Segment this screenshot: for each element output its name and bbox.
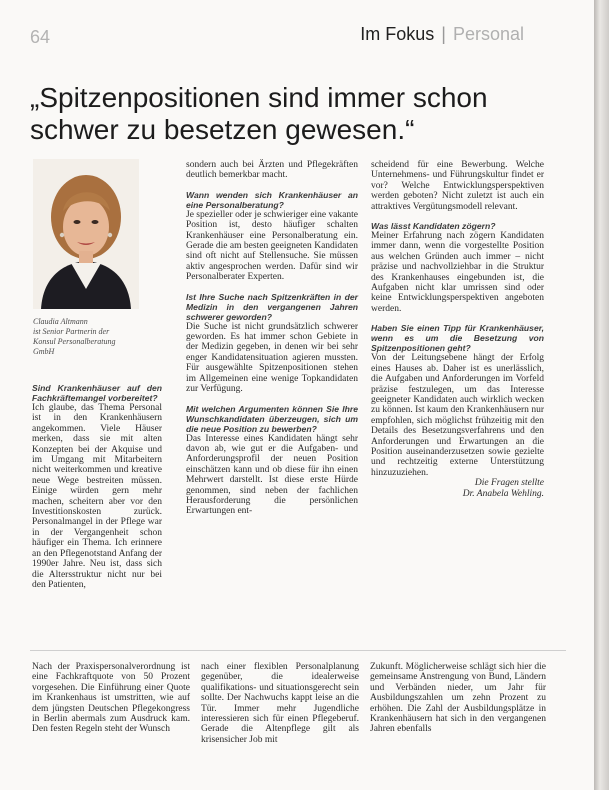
bottom-column-1 [32, 662, 190, 735]
credit-line-2: Dr. Anabela Wehling. [462, 488, 544, 499]
article-column-1 [32, 383, 162, 590]
interview-question: Sind Krankenhäuser auf den Fachkräftemangel vorbereitet? [32, 383, 162, 403]
caption-company: Konsul Personalberatung [33, 337, 116, 346]
interview-answer: sondern auch bei Ärzten und Pflegekräften deutlich bemerkbar macht. [186, 160, 358, 181]
bottom-paragraph-2: nach einer flexiblen Personalplanung gegenüber, die idealerweise qualifikations- und situationsgerecht sein sollte. Der Nachwuchs kappt leise an die Tür. Immer mehr Jugendliche interessieren sich für einen Pflegeberuf. Gerade die Altenpflege gilt als krisensicher Job mit [201, 662, 359, 745]
column-3-body [371, 160, 544, 478]
section-header [360, 24, 524, 45]
section-title: Im Fokus [360, 24, 435, 44]
page-edge [594, 0, 609, 790]
interview-answer: Die Suche ist nicht grundsätzlich schwerer geworden. Es hat immer schon Gebiete in der Medizin gegeben, in denen wir bei sehr enger Kandidatensituation agieren mussten. Für ausgewählte Spitzenpositionen stehen im Allgemeinen eine wenige Topkandidaten zur Verfügung. [186, 321, 358, 395]
article-column-3 [371, 160, 544, 499]
interview-answer: Von der Leitungsebene hängt der Erfolg eines Hauses ab. Daher ist es unerlässlich, die Aufgaben und Anforderungen im Vorfeld präzise festzulegen, um das Interesse geeigneter Kandidaten auch wirklich wecken zu können. Ist kaum den Krankenhäusern nur empfohlen, sich möglichst frühzeitig mit den Details des Besetzungsverfahrens und den Anforderungen und Erwartungen an die Position auseinanderzusetzen sowie gezielte und rechtzeitig externe Unterstützung hinzuzuziehen. [371, 353, 544, 478]
section-separator: | [441, 24, 446, 44]
interview-answer: scheidend für eine Bewerbung. Welche Unternehmens- und Führungskultur findet er vor? Welche Entwicklungsperspektiven werden geboten? Nicht zuletzt ist auch ein attraktives Vergütungsmodell relevant. [371, 160, 544, 212]
interview-question: Ist Ihre Suche nach Spitzenkräften in der Medizin in den vergangenen Jahren schwerer geworden? [186, 291, 358, 322]
bottom-paragraph-3: Zukunft. Möglicherweise schlägt sich hier die gemeinsame Anstrengung von Bund, Ländern und Verbänden nieder, um Jahr für Ausbildungszahlen um zehn Prozent zu erhöhen. Die Zahl der Ausbildungsplätze in Krankenhäusern hat sich in den vergangenen Jahren ebenfalls [370, 662, 546, 735]
caption-name: Claudia Altmann [33, 317, 88, 326]
interview-question: Haben Sie einen Tipp für Krankenhäuser, wenn es um die Besetzung von Spitzenpositionen geht? [371, 323, 544, 354]
bottom-paragraph-1: Nach der Praxispersonalverordnung ist eine Fachkraftquote von 50 Prozent vorgesehen. Die Einführung einer Quote im Krankenhaus ist umstritten, wie auf dem jüngsten Deutschen Pflegekongress in Berlin abermals zum Ausdruck kam. Den festen Regeln steht der Wunsch [32, 662, 190, 735]
interview-question: Mit welchen Argumenten können Sie Ihre Wunschkandidaten überzeugen, sich um die neue Position zu bewerben? [186, 403, 358, 434]
bottom-column-3 [370, 662, 546, 735]
credit-line-1: Die Fragen stellte [474, 478, 544, 489]
photo-caption [33, 317, 115, 357]
article-headline: „Spitzenpositionen sind immer schon schwer zu besetzen gewesen.“ [30, 82, 488, 145]
page-number: 64 [30, 27, 51, 47]
interview-question: Was lässt Kandidaten zögern? [371, 221, 496, 232]
interview-answer: Ich glaube, das Thema Personal ist in den Krankenhäusern angekommen. Viele Häuser merken, dass sie mit alten Konzepten bei der Akquise und im Umgang mit Mitarbeitern nicht weiterkommen und kreative neue Wege bestreiten müssen. Einige würden gern mehr machen, scheitern aber vor den Investitionskosten zurück. Personalmangel in der Pflege war in der Vergangenheit schon häufiger ein Thema. Ich erinnere an den Pflegenotstand Anfang der 1990er Jahre. Neu ist, dass sich die Altersstruktur nicht nur bei den Patienten, [32, 403, 162, 590]
section-subtitle: Personal [452, 24, 524, 44]
caption-company-suffix: GmbH [33, 347, 55, 356]
portrait-photo [33, 159, 139, 309]
article-column-2 [186, 160, 358, 517]
interview-answer: Das Interesse eines Kandidaten hängt sehr davon ab, wie gut er die Aufgaben- und Anforderungsprofil der neuen Position einschätzen kann und ob diese für ihn einen Mehrwert darstellt. Ist diese erste Hürde genommen, sind neben der fachlichen Herausforderung die persönlichen Erwartungen ent- [186, 433, 358, 517]
interview-answer: Meiner Erfahrung nach zögern Kandidaten immer dann, wenn die vorgestellte Position aus welchen Gründen auch immer – nicht präzise und nachvollziehbar in die Struktur des Krankenhauses eingebunden ist, die Aufgaben nicht klar umrissen sind oder keine Entwicklungsperspektiven angeboten werden. [371, 231, 544, 314]
bottom-column-2 [201, 662, 359, 745]
portrait-image [33, 159, 139, 309]
interview-credit [371, 478, 544, 499]
section-divider [30, 650, 566, 651]
caption-role: ist Senior Partnerin der [33, 327, 110, 336]
interview-question: Wann wenden sich Krankenhäuser an eine Personalberatung? [186, 189, 358, 210]
interview-answer: Je spezieller oder je schwieriger eine vakante Position ist, desto häufiger schalten Krankenhäuser eine Personalberatung ein. Gerade die am besten geeigneten Kandidaten sind oft nicht auf Stellensuche. Sie müssen aktiv angesprochen werden. Dafür sind wir Personalberater Experten. [186, 209, 358, 283]
